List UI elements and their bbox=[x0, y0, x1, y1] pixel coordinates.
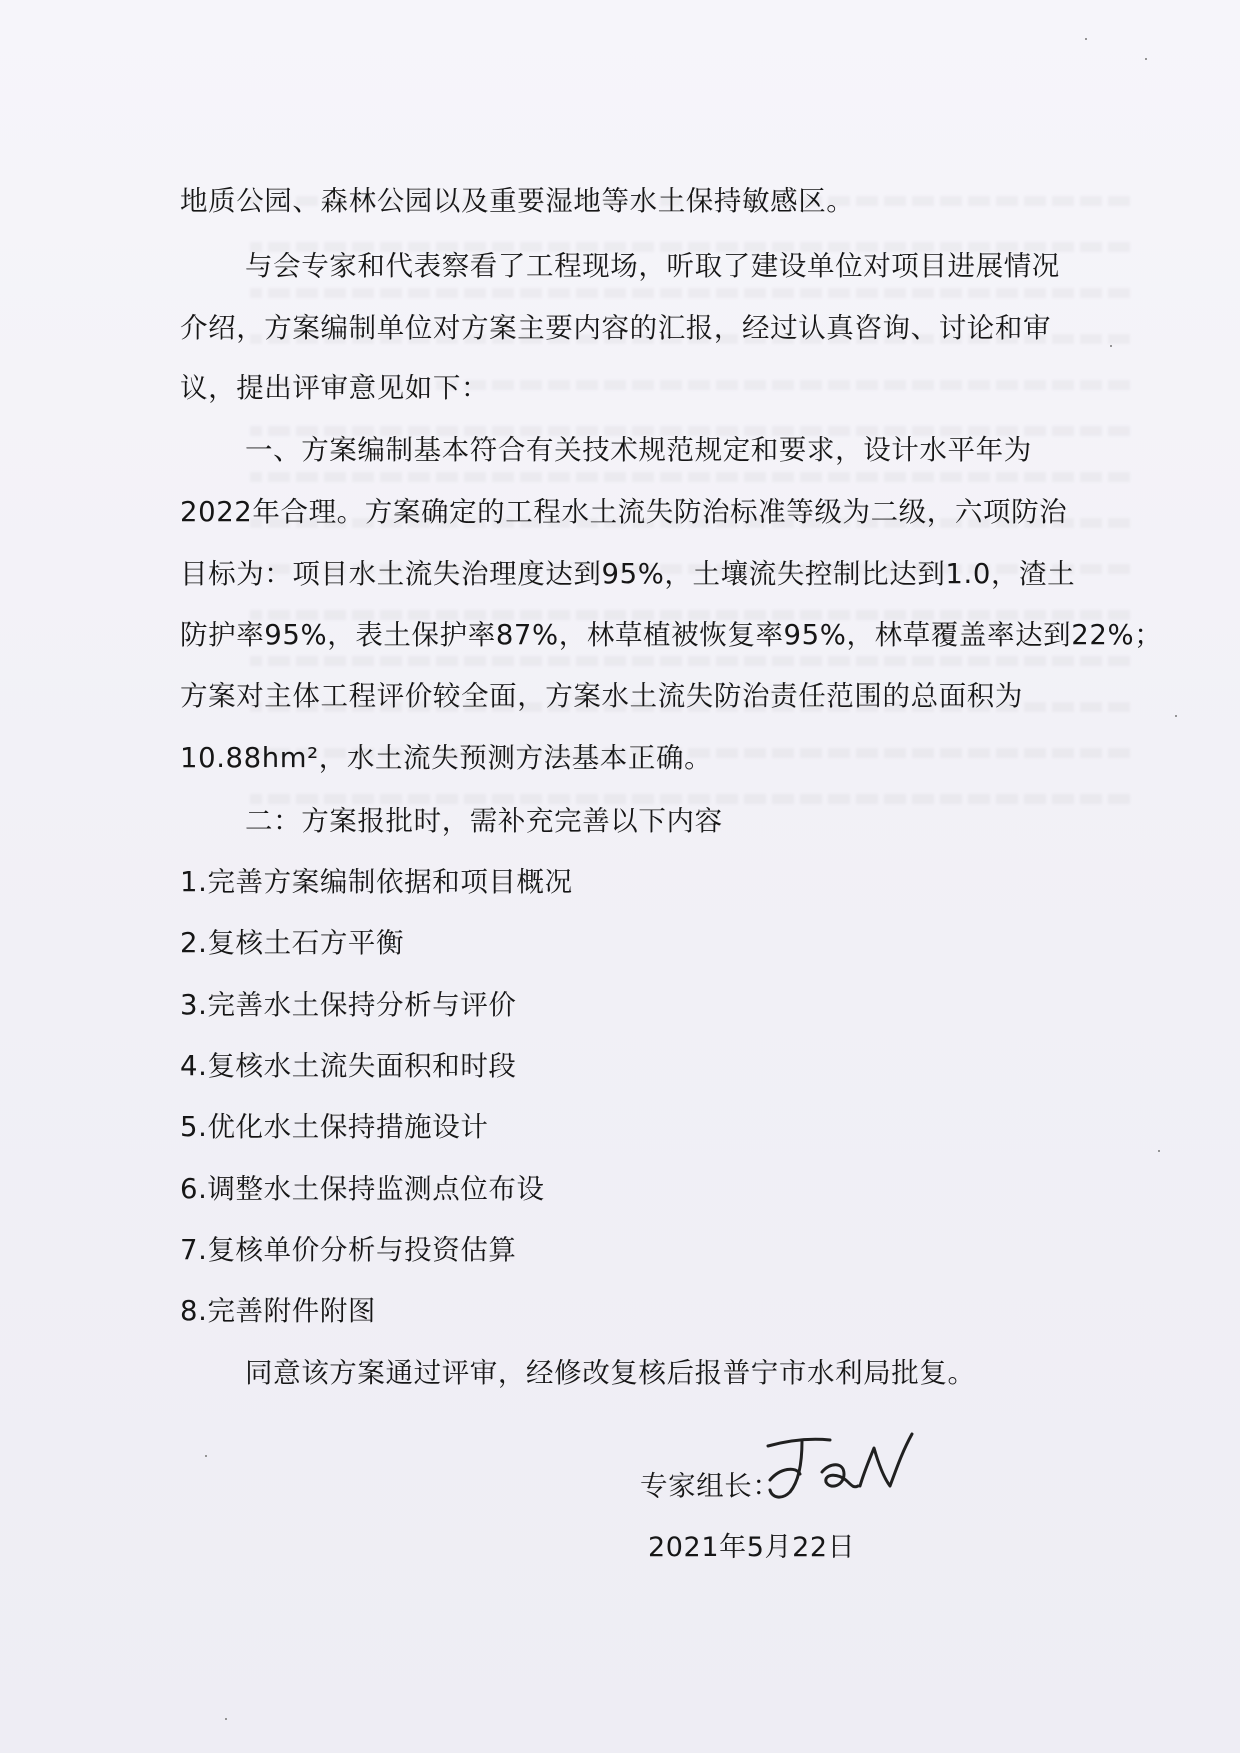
handwritten-signature bbox=[760, 1428, 930, 1510]
list-item: 5.优化水土保持措施设计 bbox=[180, 1111, 489, 1143]
paragraph-line: 2022年合理。方案确定的工程水土流失防治标准等级为二级，六项防治 bbox=[180, 496, 1068, 528]
section-heading: 二：方案报批时，需补充完善以下内容 bbox=[245, 805, 723, 837]
closing-paragraph: 同意该方案通过评审，经修改复核后报普宁市水利局批复。 bbox=[245, 1357, 976, 1389]
signature-label: 专家组长： bbox=[640, 1470, 781, 1502]
paragraph-line: 方案对主体工程评价较全面，方案水土流失防治责任范围的总面积为 bbox=[180, 680, 1023, 712]
paragraph-line: 目标为：项目水土流失治理度达到95%，土壤流失控制比达到1.0，渣土 bbox=[180, 558, 1076, 590]
paragraph-line: 地质公园、森林公园以及重要湿地等水土保持敏感区。 bbox=[180, 185, 855, 217]
list-item: 1.完善方案编制依据和项目概况 bbox=[180, 866, 573, 898]
paragraph-line: 10.88hm²，水土流失预测方法基本正确。 bbox=[180, 742, 713, 774]
paragraph-line: 与会专家和代表察看了工程现场，听取了建设单位对项目进展情况 bbox=[245, 250, 1060, 282]
paragraph-line: 介绍，方案编制单位对方案主要内容的汇报，经过认真咨询、讨论和审 bbox=[180, 312, 1052, 344]
list-item: 8.完善附件附图 bbox=[180, 1295, 377, 1327]
paragraph-line: 议，提出评审意见如下： bbox=[180, 372, 490, 404]
list-item: 3.完善水土保持分析与评价 bbox=[180, 989, 517, 1021]
list-item: 2.复核土石方平衡 bbox=[180, 927, 405, 959]
paragraph-line: 防护率95%，表土保护率87%，林草植被恢复率95%，林草覆盖率达到22%； bbox=[180, 619, 1163, 651]
list-item: 4.复核水土流失面积和时段 bbox=[180, 1050, 517, 1082]
paragraph-line: 一、方案编制基本符合有关技术规范规定和要求，设计水平年为 bbox=[245, 434, 1032, 466]
document-date: 2021年5月22日 bbox=[648, 1532, 856, 1563]
list-item: 6.调整水土保持监测点位布设 bbox=[180, 1173, 545, 1205]
list-item: 7.复核单价分析与投资估算 bbox=[180, 1234, 517, 1266]
